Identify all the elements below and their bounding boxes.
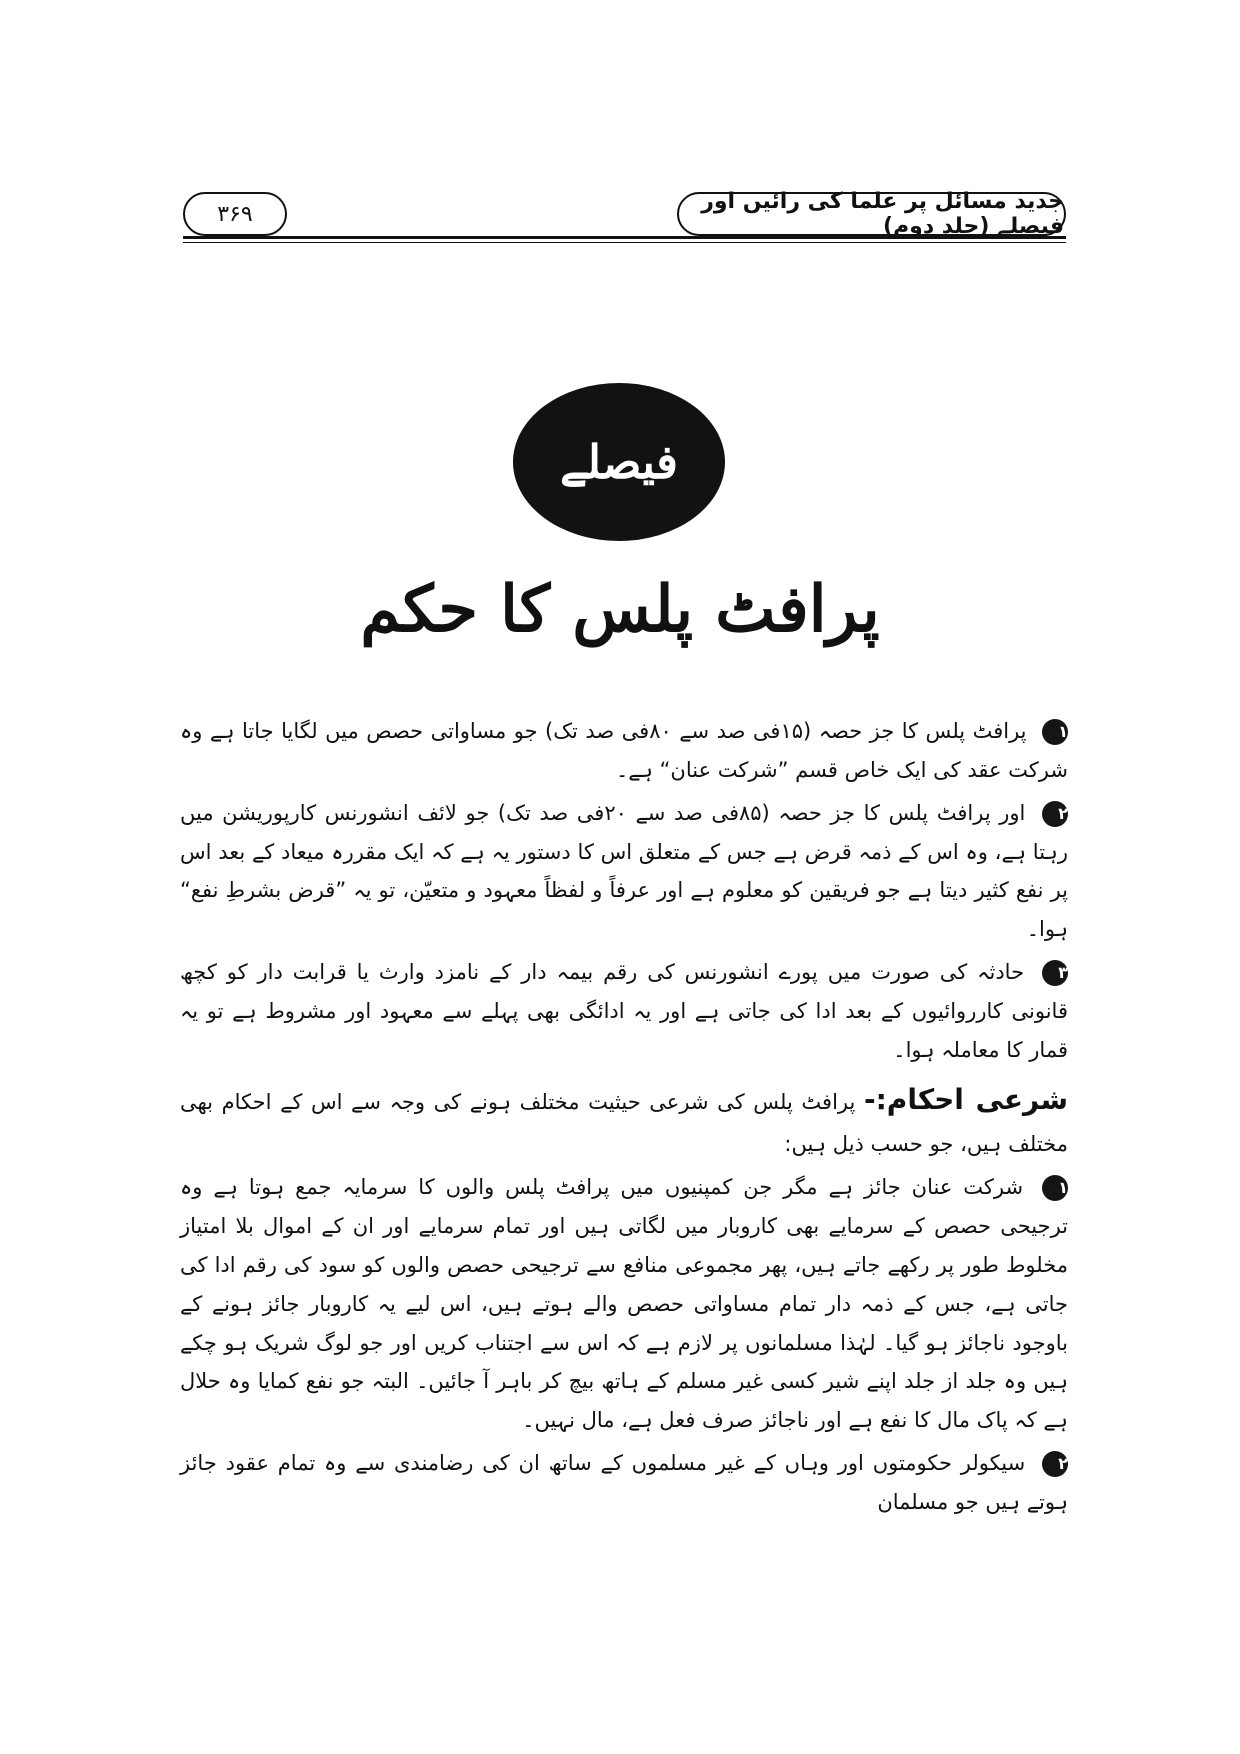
paragraph-text: پرافٹ پلس کا جز حصہ (۱۵فی صد سے ۸۰فی صد تک) جو مساواتی حصص میں لگایا جاتا ہے وہ شرکت عقد کی ایک خاص قسم ”شرکت عنان“ ہے۔ — [180, 719, 1068, 782]
paragraph-1 — [180, 712, 1068, 790]
header-rule-thick — [183, 236, 1066, 239]
paragraph-text: حادثہ کی صورت میں پورے انشورنس کی رقم بیمہ دار کے نامزد وارث یا قرابت دار کو کچھ قانونی کارروائیوں کے بعد ادا کی جاتی ہے اور یہ ادائگی بھی پہلے سے معہود اور مشروط ہے تو یہ قمار کا معاملہ ہوا۔ — [180, 960, 1068, 1062]
paragraph-text: اور پرافٹ پلس کا جز حصہ (۸۵فی صد سے ۲۰فی صد تک) جو لائف انشورنس کارپوریشن میں رہتا ہے، وہ اس کے ذمہ قرض ہے جس کے متعلق اس کا دستور یہ ہے کہ ایک مقررہ میعاد کے بعد اس پر نفع کثیر دیتا ہے جو فریقین کو معلوم ہے اور عرفاً و لفظاً معہود و متعیّن، تو یہ ”قرض بشرطِ نفع“ ہوا۔ — [180, 800, 1068, 942]
page-number-box — [183, 192, 287, 236]
section-emblem — [513, 383, 725, 541]
ruling-number-badge: ۲ — [1042, 1451, 1068, 1477]
header-rule-thin — [183, 242, 1066, 243]
ruling-1 — [180, 1168, 1068, 1440]
ruling-2 — [180, 1444, 1068, 1522]
rulings-intro-text: پرافٹ پلس کی شرعی حیثیت مختلف ہونے کی وجہ سے اس کے احکام بھی مختلف ہیں، جو حسب ذیل ہیں: — [180, 1089, 1068, 1157]
rulings-heading: شرعی احکام:- — [863, 1082, 1068, 1116]
paragraph-number-badge: ۲ — [1042, 801, 1068, 827]
paragraph-number-badge: ۳ — [1042, 960, 1068, 986]
book-title: جدید مسائل پر علما کی رائیں اور فیصلے (جلد دوم) — [701, 189, 1064, 239]
paragraph-2 — [180, 794, 1068, 949]
rulings-intro — [180, 1074, 1068, 1165]
running-header — [183, 190, 1066, 240]
ruling-text: سیکولر حکومتوں اور وہاں کے غیر مسلموں کے ساتھ ان کی رضامندی سے وہ تمام عقود جائز ہوتے ہیں جو مسلمان — [180, 1451, 1068, 1514]
ruling-text: شرکت عنان جائز ہے مگر جن کمپنیوں میں پرافٹ پلس والوں کا سرمایہ جمع ہوتا ہے وہ ترجیحی حصص کے سرمایے بھی کاروبار میں لگاتی ہیں اور تمام سرمایے اور ان کے اموال بلا امتیاز مخلوط طور پر رکھے جاتے ہیں، پھر مجموعی منافع سے ترجیحی حصص والوں کو سود کی رقم ادا کی جاتی ہے، جس کے ذمہ دار تمام مساواتی حصص والے ہوتے ہیں، اس لیے یہ کاروبار جائز ہونے کے باوجود ناجائز ہو گیا۔ لہٰذا مسلمانوں پر لازم ہے کہ اس سے اجتناب کریں اور جو لوگ شریک ہو چکے ہیں وہ جلد از جلد اپنے شیر کسی غیر مسلم کے ہاتھ بیچ کر باہر آ جائیں۔ البتہ جو نفع کمایا وہ حلال ہے کہ پاک مال کا نفع ہے اور ناجائز صرف فعل ہے، مال نہیں۔ — [180, 1175, 1068, 1433]
page-number: ۳۶۹ — [217, 201, 253, 227]
ruling-number-badge: ۱ — [1042, 1175, 1068, 1201]
emblem-label: فیصلے — [560, 435, 678, 489]
book-title-box — [677, 189, 1066, 239]
chapter-title: پرافٹ پلس کا حکم — [360, 572, 880, 647]
body-content — [180, 712, 1068, 1526]
paragraph-3 — [180, 953, 1068, 1070]
paragraph-number-badge: ۱ — [1042, 719, 1068, 745]
